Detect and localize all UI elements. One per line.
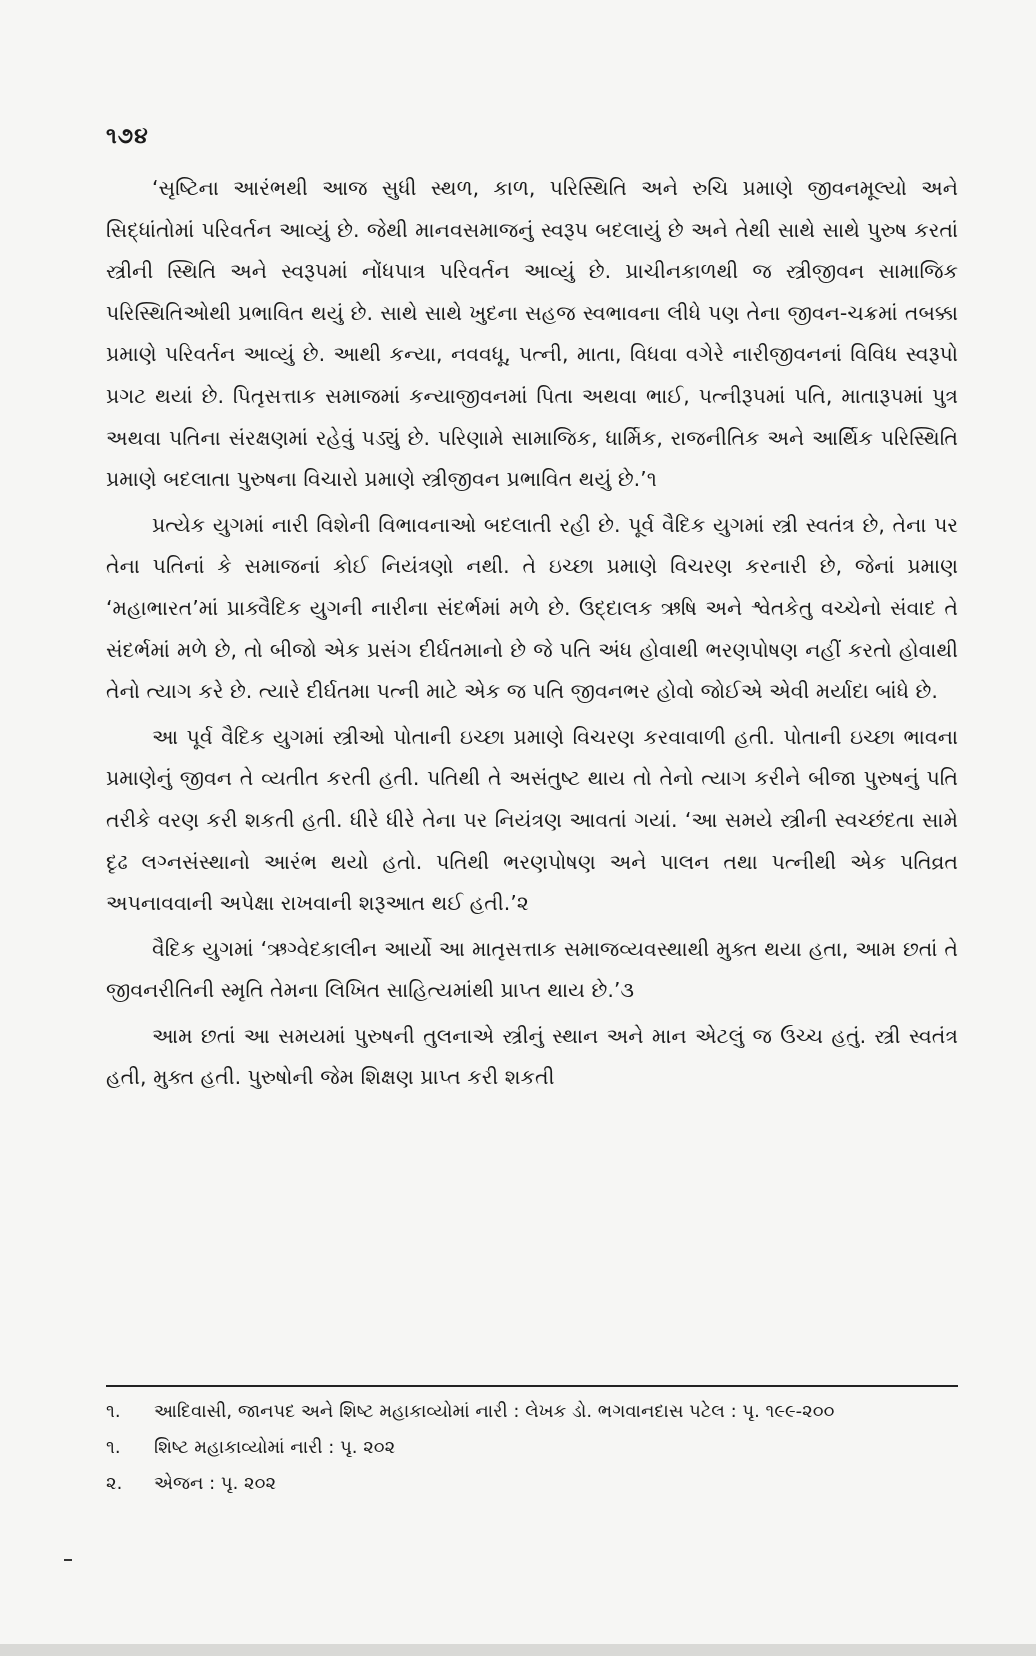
footnote-marker: ૧. [106, 1401, 121, 1422]
paragraph-2: પ્રત્યેક યુગમાં નારી વિશેની વિભાવનાઓ બદલાતી રહી છે. પૂર્વ વૈદિક યુગમાં સ્ત્રી સ્વતંત્ર છે, તેના પર તેના પતિનાં કે સમાજનાં કોઈ નિયંત્રણો નથી. તે ઇચ્છા પ્રમાણે વિચરણ કરનારી છે, જેનાં પ્રમાણ ‘મહાભારત’માં પ્રાક્વૈદિક યુગની નારીના સંદર્ભમાં મળે છે. ઉદ્દાલક ઋષિ અને શ્વેતકેતુ વચ્ચેનો સંવાદ તે સંદર્ભમાં મળે છે, તો બીજો એક પ્રસંગ દીર્ઘતમાનો છે જે પતિ અંધ હોવાથી ભરણપોષણ નહીં કરતો હોવાથી તેનો ત્યાગ કરે છે. ત્યારે દીર્ઘતમા પત્ની માટે એક જ પતિ જીવનભર હોવો જોઈએ એવી મર્યાદા બાંધે છે. [106, 512, 958, 704]
footnote-text: આદિવાસી, જાનપદ અને શિષ્ટ મહાકાવ્યોમાં નારી : લેખક ડો. ભગવાનદાસ પટેલ : પૃ. ૧૯૯-૨૦૦ [154, 1401, 835, 1422]
paragraph-3: આ પૂર્વ વૈદિક યુગમાં સ્ત્રીઓ પોતાની ઇચ્છા પ્રમાણે વિચરણ કરવાવાળી હતી. પોતાની ઇચ્છા ભાવના પ્રમાણેનું જીવન તે વ્યતીત કરતી હતી. પતિથી તે અસંતુષ્ટ થાય તો તેનો ત્યાગ કરીને બીજા પુરુષનું પતિ તરીકે વરણ કરી શકતી હતી. ધીરે ધીરે તેના પર નિયંત્રણ આવતાં ગયાં. ‘આ સમયે સ્ત્રીની સ્વચ્છંદતા સામે દૃઢ લગ્નસંસ્થાનો આરંભ થયો હતો. પતિથી ભરણપોષણ અને પાલન તથા પત્નીથી એક પતિવ્રત અપનાવવાની અપેક્ષા રાખવાની શરૂઆત થઈ હતી.’૨ [106, 724, 958, 916]
footnote-marker: ૨. [106, 1473, 123, 1494]
footnote-item [106, 1394, 958, 1430]
margin-mark [64, 1559, 72, 1561]
body-text [106, 168, 958, 1103]
page-number: ૧૭૪ [106, 124, 149, 149]
footnote-divider [106, 1385, 958, 1387]
footnote-text: શિષ્ટ મહાકાવ્યોમાં નારી : પૃ. ૨૦૨ [154, 1437, 396, 1458]
footnote-marker: ૧. [106, 1437, 121, 1458]
paragraph-5: આમ છતાં આ સમયમાં પુરુષની તુલનાએ સ્ત્રીનું સ્થાન અને માન એટલું જ ઉચ્ચ હતું. સ્ત્રી સ્વતંત્ર હતી, મુક્ત હતી. પુરુષોની જેમ શિક્ષણ પ્રાપ્ત કરી શકતી [106, 1023, 958, 1090]
footnote-item [106, 1466, 958, 1502]
footnotes [106, 1394, 958, 1502]
scan-edge [0, 1644, 1036, 1656]
footnote-text: એજન : પૃ. ૨૦૨ [154, 1473, 277, 1494]
paragraph-4: વૈદિક યુગમાં ‘ઋગ્વેદકાલીન આર્યો આ માતૃસત્તાક સમાજવ્યવસ્થાથી મુક્ત થયા હતા, આમ છતાં તે જીવનરીતિની સ્મૃતિ તેમના લિખિત સાહિત્યમાંથી પ્રાપ્ત થાય છે.’૩ [106, 936, 958, 1003]
footnote-item [106, 1430, 958, 1466]
paragraph-1: ‘સૃષ્ટિના આરંભથી આજ સુધી સ્થળ, કાળ, પરિસ્થિતિ અને રુચિ પ્રમાણે જીવનમૂલ્યો અને સિદ્ધાંતોમાં પરિવર્તન આવ્યું છે. જેથી માનવસમાજનું સ્વરૂપ બદલાયું છે અને તેથી સાથે સાથે પુરુષ કરતાં સ્ત્રીની સ્થિતિ અને સ્વરૂપમાં નોંધપાત્ર પરિવર્તન આવ્યું છે. પ્રાચીનકાળથી જ સ્ત્રીજીવન સામાજિક પરિસ્થિતિઓથી પ્રભાવિત થયું છે. સાથે સાથે ખુદના સહજ સ્વભાવના લીધે પણ તેના જીવન-ચક્રમાં તબક્કા પ્રમાણે પરિવર્તન આવ્યું છે. આથી કન્યા, નવવધૂ, પત્ની, માતા, વિધવા વગેરે નારીજીવનનાં વિવિધ સ્વરૂપો પ્રગટ થયાં છે. પિતૃસત્તાક સમાજમાં કન્યાજીવનમાં પિતા અથવા ભાઈ, પત્નીરૂપમાં પતિ, માતારૂપમાં પુત્ર અથવા પતિના સંરક્ષણમાં રહેવું પડ્યું છે. પરિણામે સામાજિક, ધાર્મિક, રાજનીતિક અને આર્થિક પરિસ્થિતિ પ્રમાણે બદલાતા પુરુષના વિચારો પ્રમાણે સ્ત્રીજીવન પ્રભાવિત થયું છે.’૧ [106, 176, 958, 492]
